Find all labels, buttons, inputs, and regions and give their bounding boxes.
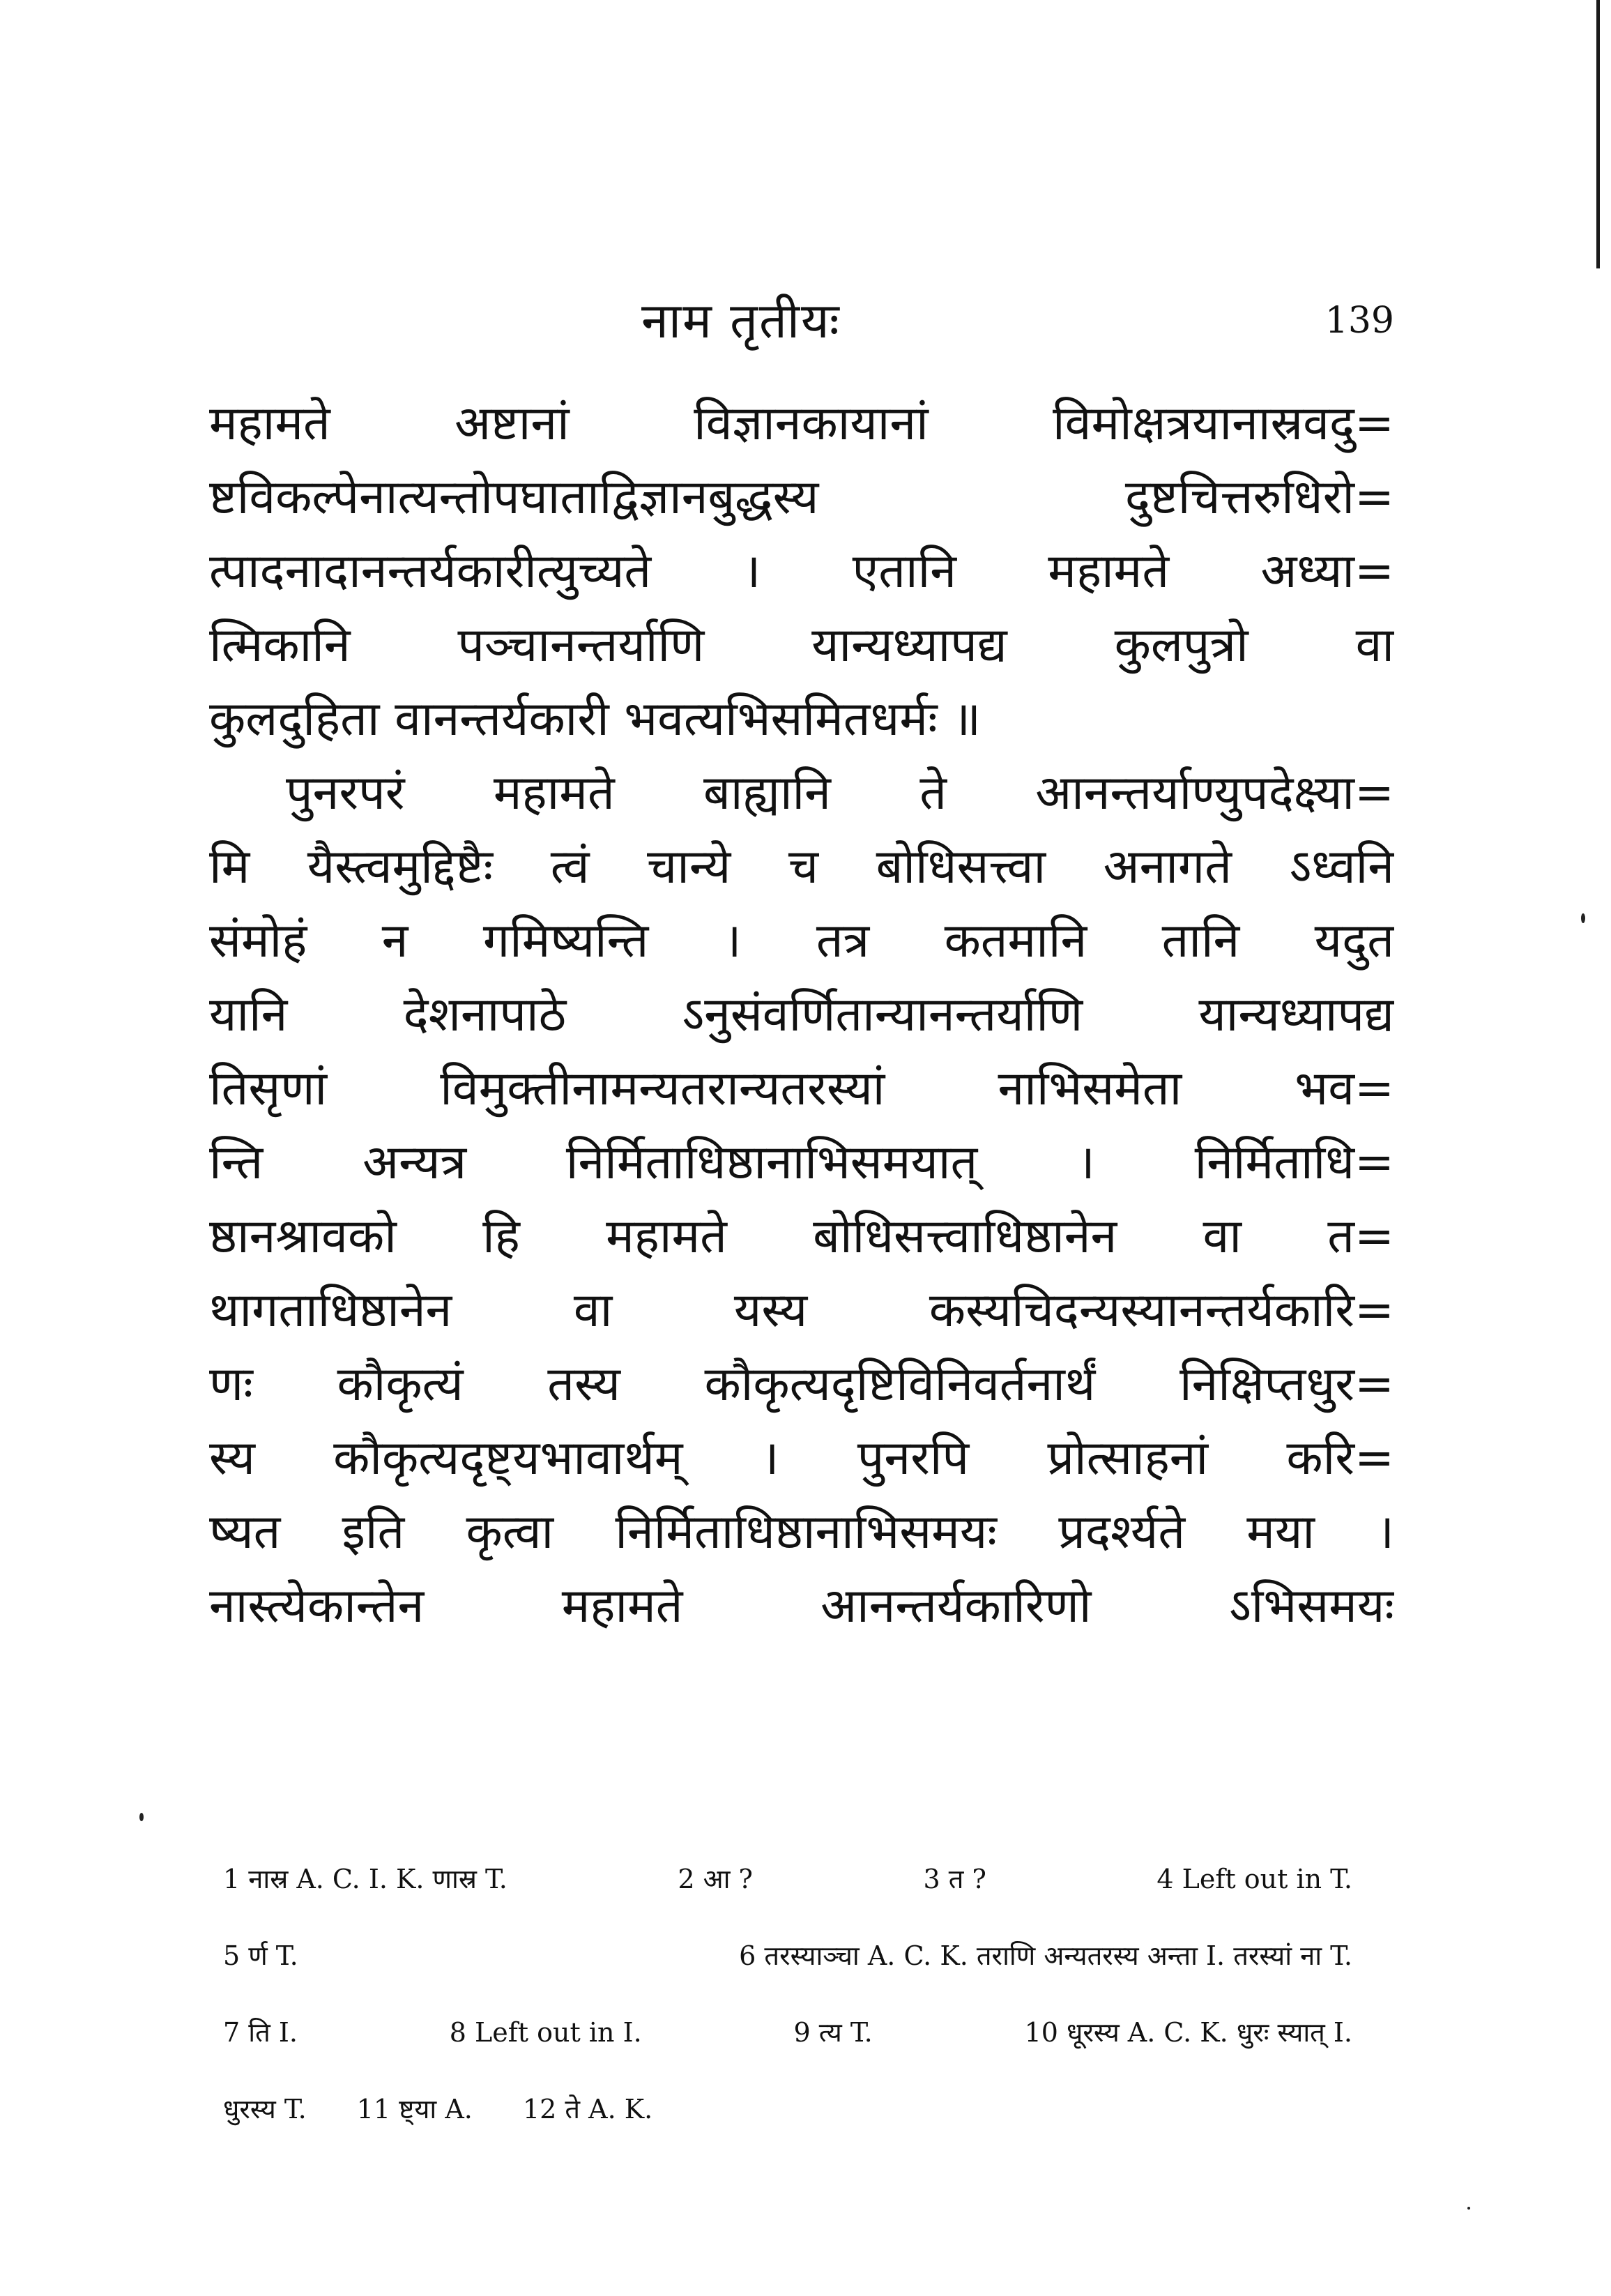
text-line: कुलदुहिता वानन्तर्यकारी भवत्यभिसमितधर्मः ॥ (209, 692, 982, 747)
text-line: ष्टविकल्पेनात्यन्तोपघाताद्विज्ञानबुद्धस्य दुष्टचित्तरुधिरो= (209, 470, 1394, 525)
page-edge-rule (1596, 0, 1600, 268)
text-line: थागताधिष्ठानेन वा यस्य कस्यचिदन्यस्यानन्तर्यकारि= (209, 1283, 1394, 1338)
text-line: यानि देशनापाठे ऽनुसंवर्णितान्यानन्तर्याणि यान्यध्यापद्य (209, 987, 1394, 1042)
text-line: त्पादनादानन्तर्यकारीत्युच्यते । एतानि महामते अध्या= (209, 544, 1394, 599)
text-line: स्य कौकृत्यदृष्ट्यभावार्थम् । पुनरपि प्रोत्साहनां करि= (209, 1431, 1394, 1486)
footnote: 2 आ ? (678, 1864, 753, 1894)
text-line: महामते अष्टानां विज्ञानकायानां विमोक्षत्रयानास्रवदु= (209, 396, 1394, 451)
text-line: संमोहं न गमिष्यन्ति । तत्र कतमानि तानि यदुत (209, 913, 1394, 968)
footnotes (223, 1841, 1394, 2147)
footnote: धुरस्य T. (223, 2094, 307, 2124)
text-line: न्ति अन्यत्र निर्मिताधिष्ठानाभिसमयात् । निर्मिताधि= (209, 1135, 1394, 1190)
text-line: ष्ठानश्रावको हि महामते बोधिसत्त्वाधिष्ठानेन वा त= (209, 1209, 1394, 1264)
footnote-line (223, 1917, 1394, 1994)
running-title: नाम तृतीयः (641, 292, 841, 349)
text-line: णः कौकृत्यं तस्य कौकृत्यदृष्टिविनिवर्तनार्थं निक्षिप्तधुर= (209, 1357, 1394, 1412)
footnote: 12 ते A. K. (522, 2094, 653, 2124)
footnote: 9 त्य T. (793, 2017, 873, 2048)
page-number: 139 (1324, 300, 1394, 342)
footnote: 5 र्ण T. (223, 1940, 298, 1971)
body-text (209, 387, 1394, 1643)
page-header (209, 282, 1394, 359)
footnote: 10 धूरस्य A. C. K. धुरः स्यात् I. (1024, 2017, 1352, 2048)
text-line: त्मिकानि पञ्चानन्तर्याणि यान्यध्यापद्य कुलपुत्रो वा (209, 618, 1394, 673)
footnote: 4 Left out in T. (1156, 1864, 1352, 1894)
ink-speck (1581, 913, 1585, 923)
text-line: ष्यत इति कृत्वा निर्मिताधिष्ठानाभिसमयः प्रदर्श्यते मया । (209, 1505, 1394, 1560)
footnote-line (223, 1994, 1394, 2071)
footnote: 7 ति I. (223, 2017, 298, 2048)
footnote-line (223, 1841, 1394, 1917)
text-line: मि यैस्त्वमुद्दिष्टैः त्वं चान्ये च बोधिसत्त्वा अनागते ऽध्वनि (209, 839, 1394, 895)
footnote: 1 नास्र A. C. I. K. णास्र T. (223, 1864, 507, 1894)
text-line: पुनरपरं महामते बाह्यानि ते आनन्तर्याण्युपदेक्ष्या= (286, 766, 1394, 821)
ink-speck (1467, 2207, 1470, 2210)
footnote-line (223, 2071, 1394, 2147)
text-line: नास्त्येकान्तेन महामते आनन्तर्यकारिणो ऽभिसमयः (209, 1579, 1394, 1634)
ink-speck (139, 1813, 144, 1821)
footnote: 6 तरस्याञ्चा A. C. K. तराणि अन्यतरस्य अन्ता I. तरस्यां ना T. (739, 1940, 1352, 1971)
footnote: 11 ष्ट्या A. (356, 2094, 473, 2124)
footnote: 3 त ? (923, 1864, 986, 1894)
text-line: तिसृणां विमुक्तीनामन्यतरान्यतरस्यां नाभिसमेता भव= (209, 1061, 1394, 1116)
footnote: 8 Left out in I. (449, 2017, 642, 2048)
